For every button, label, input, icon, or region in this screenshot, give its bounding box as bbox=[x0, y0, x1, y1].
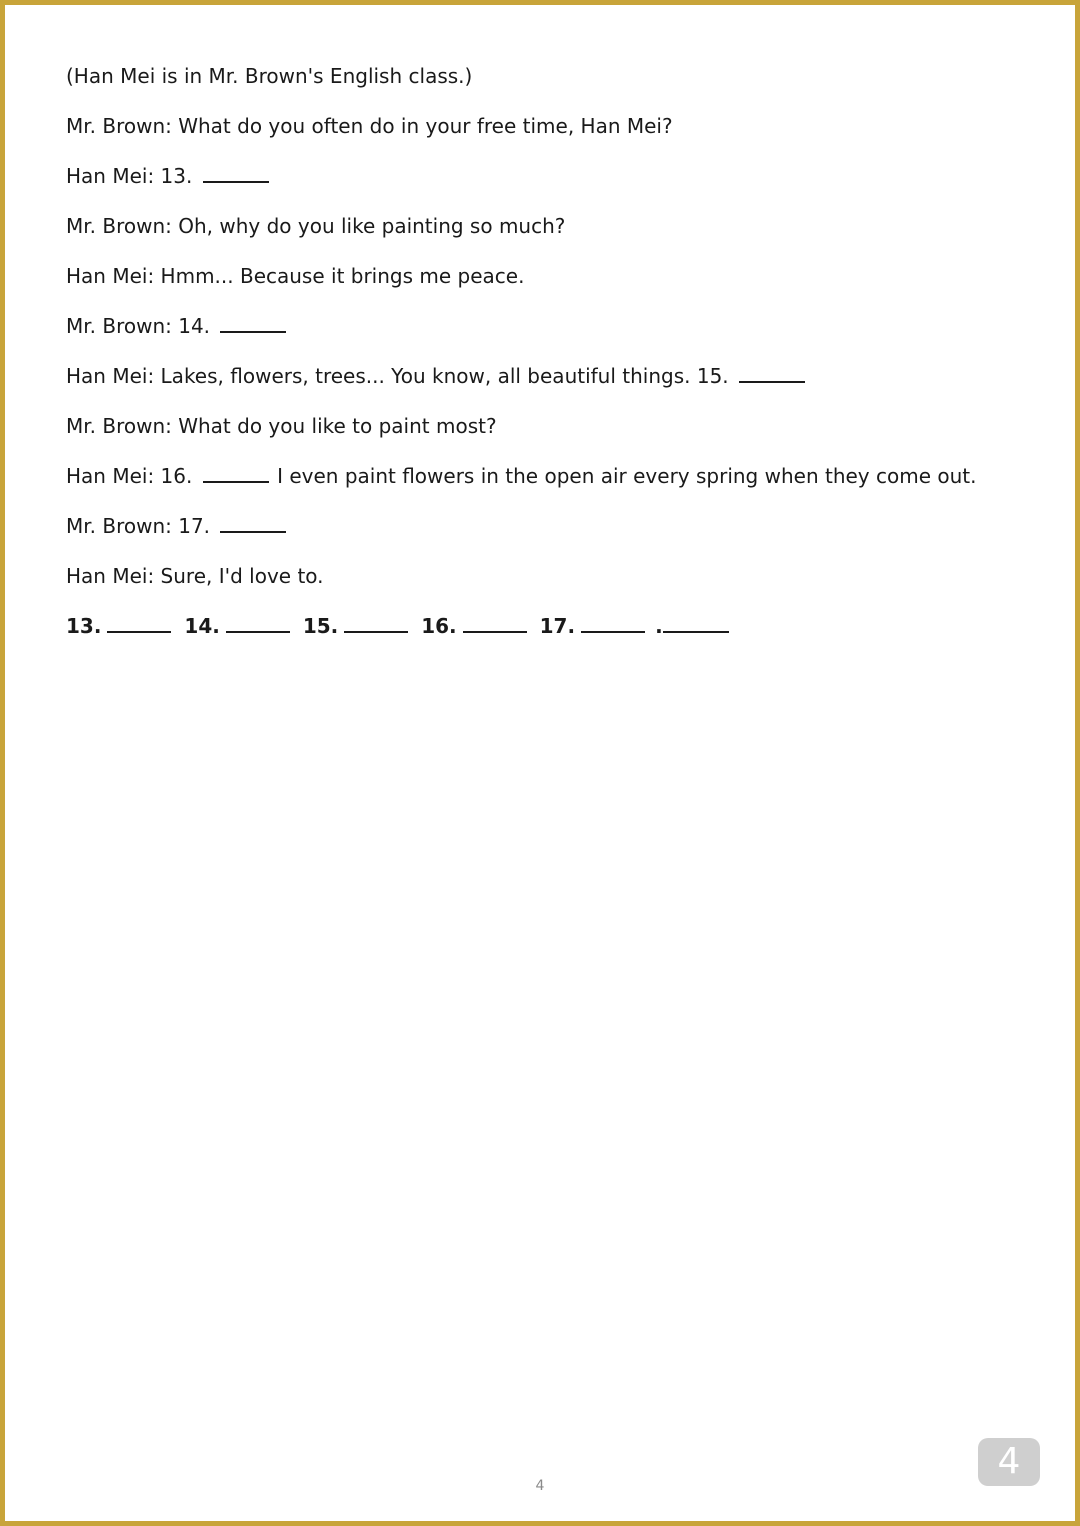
dialogue-line bbox=[66, 558, 1026, 608]
dialogue-line bbox=[66, 158, 1026, 208]
answer-blank-17[interactable] bbox=[220, 511, 286, 533]
answer-label-17: 17. bbox=[539, 614, 576, 638]
dialogue-line bbox=[66, 408, 1026, 458]
dialogue-line bbox=[66, 358, 1026, 408]
page-number: 4 bbox=[535, 1478, 545, 1494]
dialogue-text: Han Mei: 16. bbox=[66, 464, 193, 488]
dialogue-text: Han Mei: 13. bbox=[66, 164, 193, 188]
answer-field-16[interactable] bbox=[463, 611, 527, 633]
answer-field-14[interactable] bbox=[226, 611, 290, 633]
dialogue-text: Mr. Brown: What do you often do in your free time, Han Mei? bbox=[66, 114, 673, 138]
dialogue-line bbox=[66, 458, 1026, 508]
answer-field-17b[interactable] bbox=[663, 611, 729, 633]
answer-field-17a[interactable] bbox=[581, 611, 645, 633]
answer-label-14: 14. bbox=[184, 614, 220, 638]
answer-separator: . bbox=[655, 614, 663, 638]
answer-field-13[interactable] bbox=[107, 611, 171, 633]
page-badge: 4 bbox=[978, 1438, 1040, 1486]
dialogue-text: Mr. Brown: Oh, why do you like painting so much? bbox=[66, 214, 566, 238]
dialogue-text: Han Mei: Lakes, flowers, trees... You know, all beautiful things. 15. bbox=[66, 364, 729, 388]
answer-blank-15[interactable] bbox=[739, 361, 805, 383]
dialogue-text: Mr. Brown: What do you like to paint most? bbox=[66, 414, 497, 438]
answer-label-15: 15. bbox=[302, 614, 339, 638]
answer-row bbox=[66, 608, 1026, 658]
answer-field-15[interactable] bbox=[344, 611, 408, 633]
answer-blank-16[interactable] bbox=[203, 461, 269, 483]
dialogue-intro: (Han Mei is in Mr. Brown's English class.) bbox=[66, 64, 473, 88]
dialogue-text: Han Mei: Hmm... Because it brings me peace. bbox=[66, 264, 525, 288]
dialogue-text: Han Mei: Sure, I'd love to. bbox=[66, 564, 324, 588]
answer-blank-14[interactable] bbox=[220, 311, 286, 333]
worksheet-content bbox=[66, 58, 1026, 658]
dialogue-line bbox=[66, 308, 1026, 358]
answer-blank-13[interactable] bbox=[203, 161, 269, 183]
dialogue-line bbox=[66, 258, 1026, 308]
dialogue-line bbox=[66, 508, 1026, 558]
dialogue-text: I even paint flowers in the open air every spring when they come out. bbox=[277, 464, 977, 488]
answer-label-13: 13. bbox=[66, 614, 102, 638]
dialogue-line bbox=[66, 108, 1026, 158]
dialogue-line bbox=[66, 208, 1026, 258]
dialogue-text: Mr. Brown: 17. bbox=[66, 514, 211, 538]
answer-label-16: 16. bbox=[421, 614, 457, 638]
dialogue-text: Mr. Brown: 14. bbox=[66, 314, 211, 338]
